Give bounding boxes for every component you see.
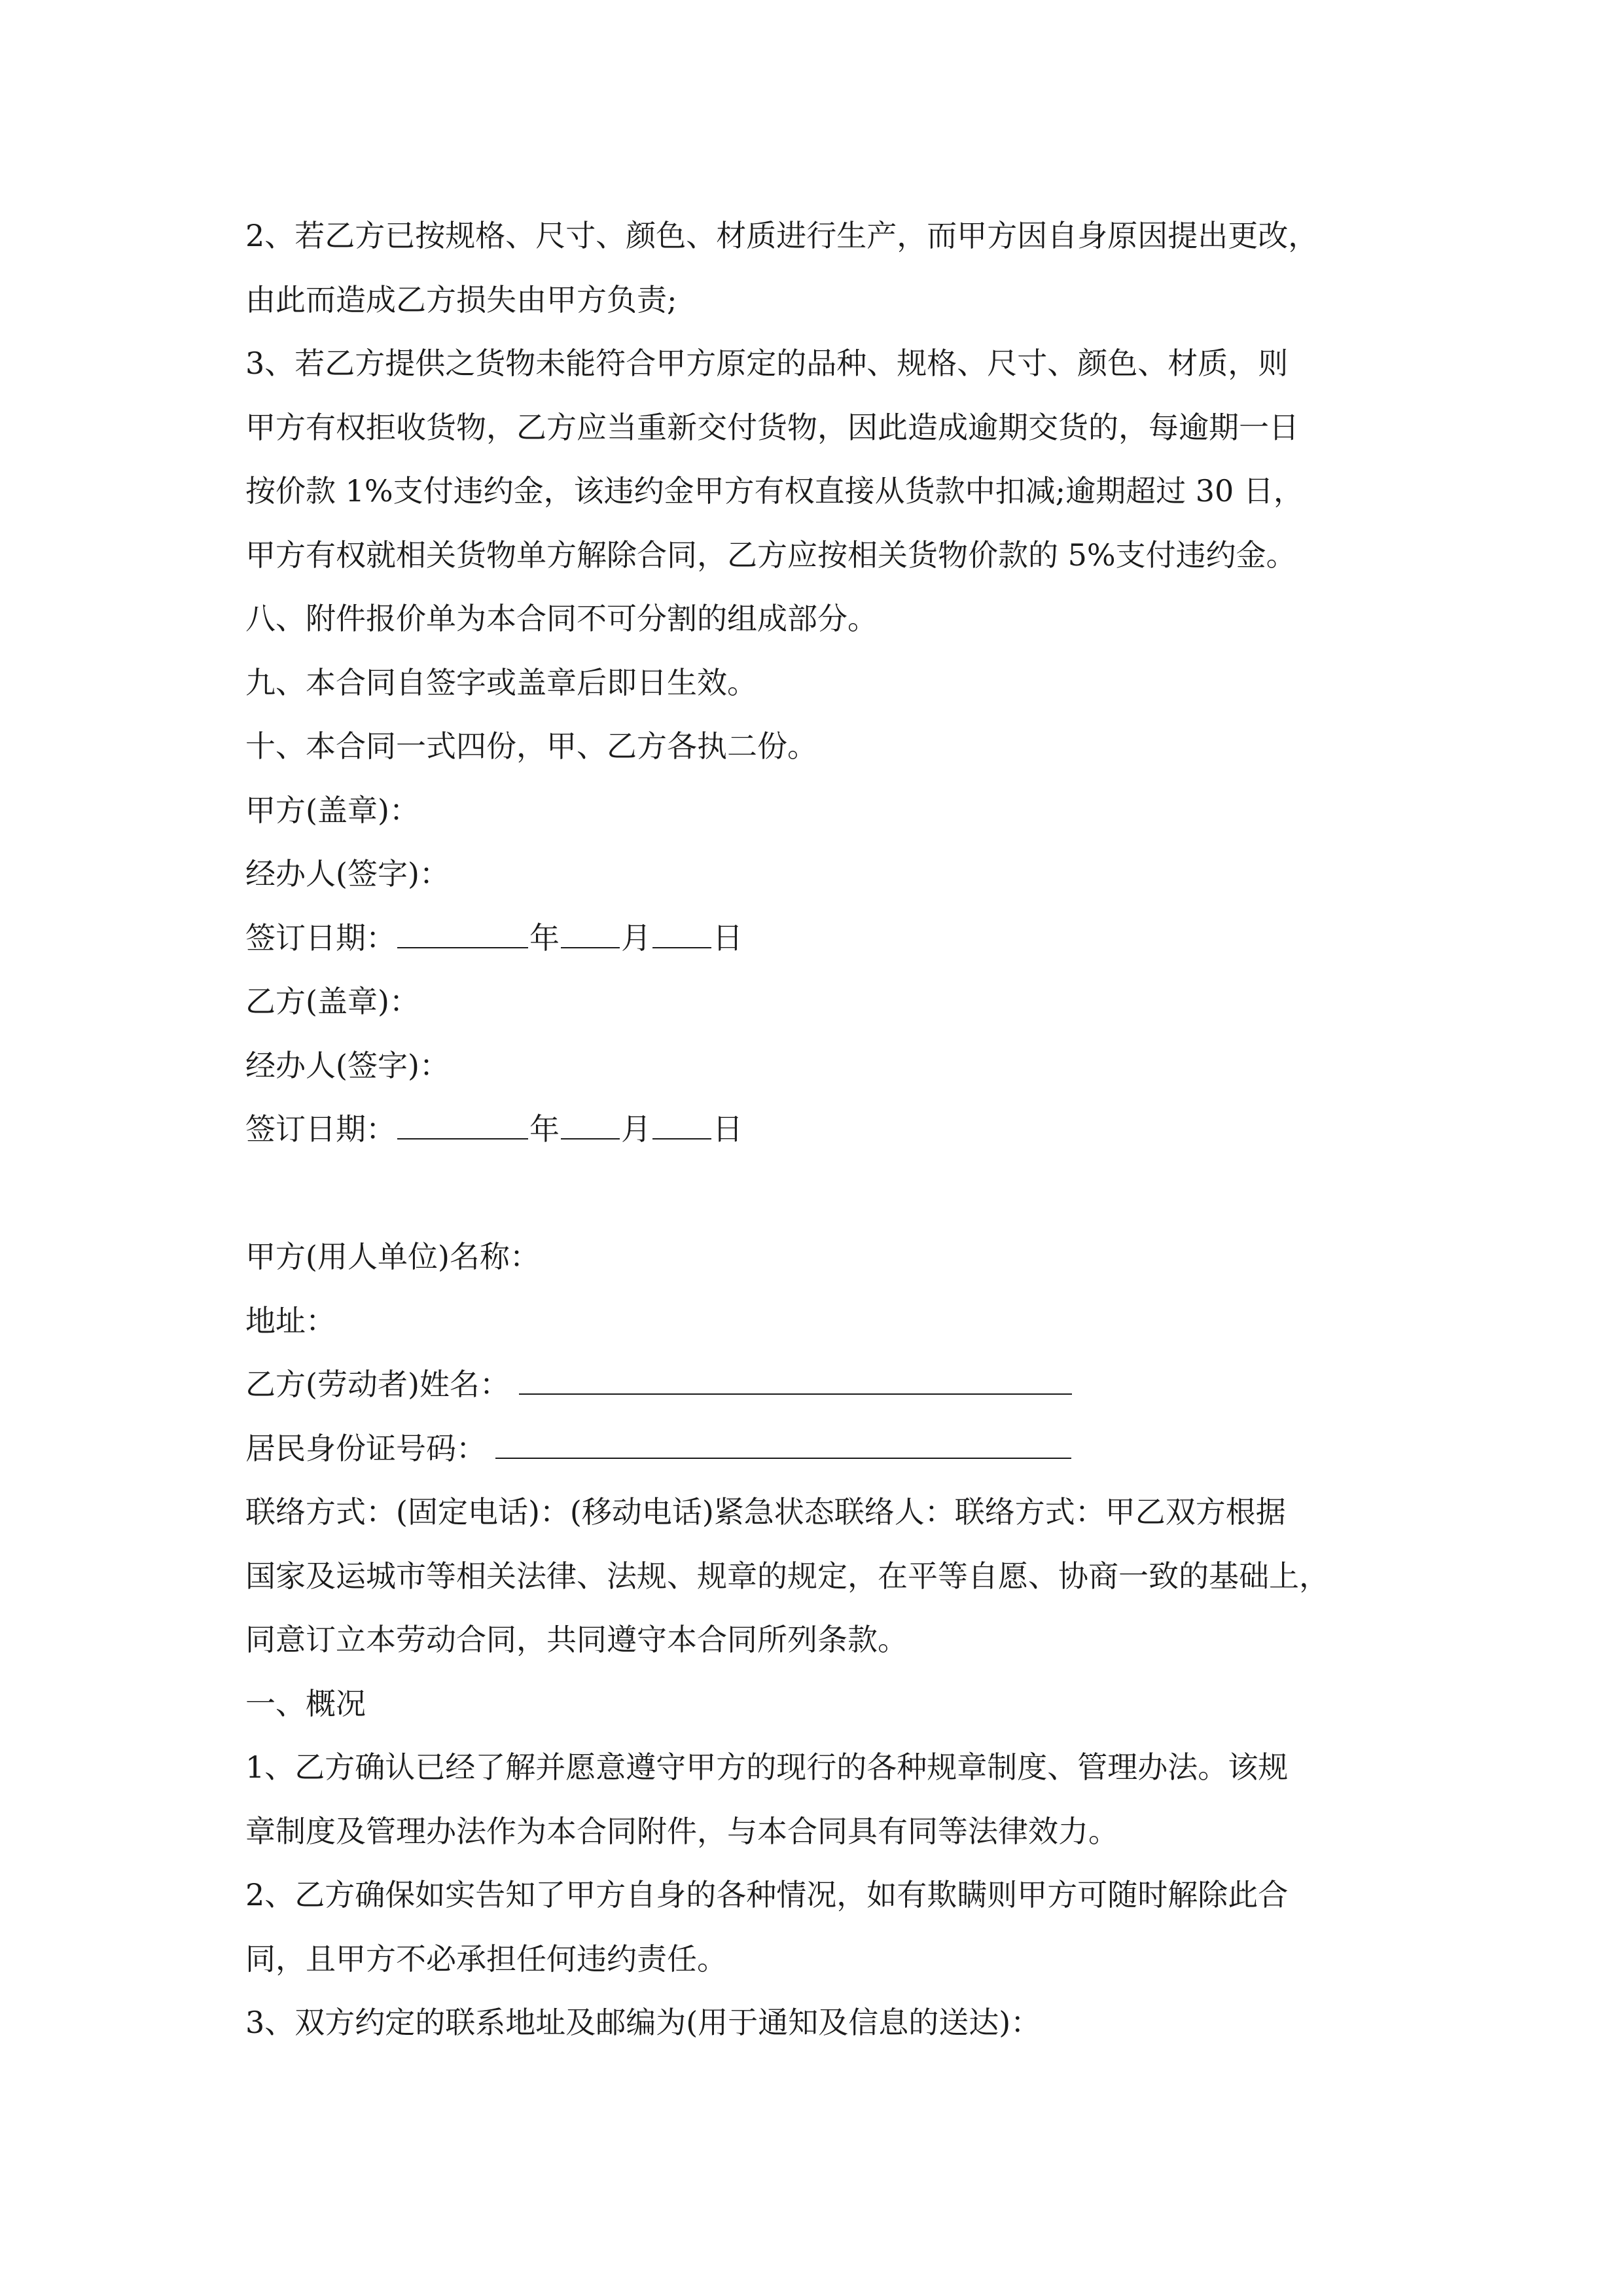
clause-line: 甲方有权就相关货物单方解除合同，乙方应按相关货物价款的 5%支付违约金。 <box>245 537 1296 573</box>
day-label: 日 <box>713 920 743 956</box>
clause-line: 甲方有权拒收货物，乙方应当重新交付货物，因此造成逾期交货的，每逾期一日 <box>245 409 1299 445</box>
contract-line: 联络方式：(固定电话)：(移动电话)紧急状态联络人：联络方式：甲乙双方根据 <box>245 1494 1286 1530</box>
clause-line: 由此而造成乙方损失由甲方负责; <box>245 281 677 317</box>
clause-line: 按价款 1%支付违约金，该违约金甲方有权直接从货款中扣减;逾期超过 30 日， <box>245 473 1304 509</box>
date-label: 签订日期： <box>245 1111 396 1147</box>
clause-line: 十、本合同一式四份，甲、乙方各执二份。 <box>245 728 817 764</box>
date-label: 签订日期： <box>245 920 396 956</box>
day-blank <box>652 921 711 948</box>
month-blank <box>561 921 620 948</box>
section-heading: 一、概况 <box>245 1685 366 1721</box>
employer-name-line: 甲方(用人单位)名称： <box>245 1239 540 1274</box>
clause-line: 九、本合同自签字或盖章后即日生效。 <box>245 664 757 700</box>
employee-name-label: 乙方(劳动者)姓名： <box>245 1367 510 1402</box>
year-label: 年 <box>529 1111 560 1147</box>
month-label: 月 <box>621 920 651 956</box>
party-b-date-line <box>245 1098 1397 1162</box>
day-blank <box>652 1112 711 1139</box>
party-b-agent-line: 经办人(签字)： <box>245 1047 450 1083</box>
id-number-line <box>245 1417 1397 1481</box>
contract-line: 3、双方约定的联系地址及邮编为(用于通知及信息的送达)： <box>245 2005 1041 2040</box>
contract-line: 2、乙方确保如实告知了甲方自身的各种情况，如有欺瞒则甲方可随时解除此合 <box>245 1877 1289 1912</box>
contract-line: 章制度及管理办法作为本合同附件，与本合同具有同等法律效力。 <box>245 1813 1118 1849</box>
party-a-agent-line: 经办人(签字)： <box>245 856 450 891</box>
clause-line: 3、若乙方提供之货物未能符合甲方原定的品种、规格、尺寸、颜色、材质，则 <box>245 346 1289 381</box>
section-gap <box>245 1162 1397 1226</box>
day-label: 日 <box>713 1111 743 1147</box>
id-number-label: 居民身份证号码： <box>245 1430 486 1466</box>
contract-line: 国家及运城市等相关法律、法规、规章的规定，在平等自愿、协商一致的基础上， <box>245 1558 1329 1594</box>
year-blank <box>397 921 528 948</box>
clause-line: 2、若乙方已按规格、尺寸、颜色、材质进行生产，而甲方因自身原因提出更改， <box>245 218 1319 253</box>
party-a-seal-line: 甲方(盖章)： <box>245 792 419 828</box>
party-a-date-line <box>245 906 1397 971</box>
id-number-blank <box>495 1431 1071 1459</box>
employee-name-line <box>245 1353 1397 1417</box>
month-blank <box>561 1112 620 1139</box>
contract-line: 同意订立本劳动合同，共同遵守本合同所列条款。 <box>245 1622 908 1657</box>
address-line: 地址： <box>245 1302 336 1338</box>
contract-line: 同，且甲方不必承担任何违约责任。 <box>245 1941 727 1977</box>
document-body <box>245 204 1397 2055</box>
party-b-seal-line: 乙方(盖章)： <box>245 984 419 1019</box>
month-label: 月 <box>621 1111 651 1147</box>
year-blank <box>397 1112 528 1139</box>
employee-name-blank <box>519 1367 1072 1395</box>
clause-line: 八、附件报价单为本合同不可分割的组成部分。 <box>245 601 878 636</box>
year-label: 年 <box>529 920 560 956</box>
contract-line: 1、乙方确认已经了解并愿意遵守甲方的现行的各种规章制度、管理办法。该规 <box>245 1749 1289 1785</box>
